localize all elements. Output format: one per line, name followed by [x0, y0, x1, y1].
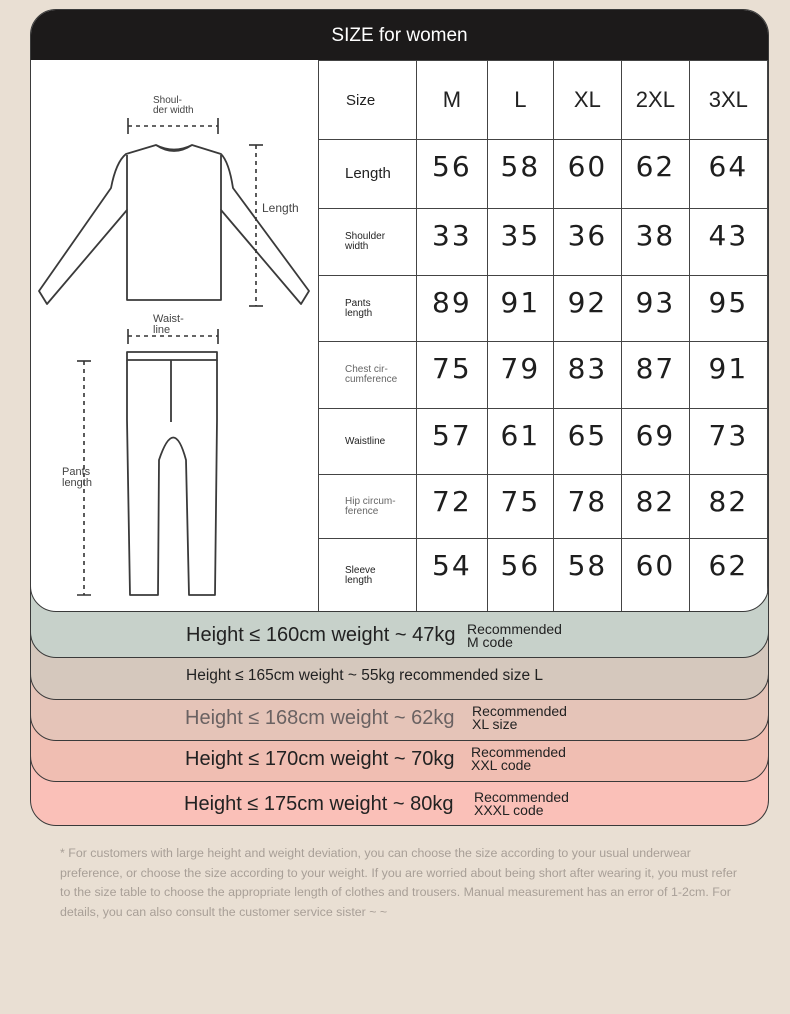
value-cell: 75 — [488, 475, 554, 539]
row-label: Sleeve length — [319, 539, 417, 613]
footnote: * For customers with large height and weight deviation, you can choose the size according to your usual underwear preference, or choose the size according to your weight. If you are worried about being short after wearing it, you must refer to the size table to choose the appropriate length of clothes and trousers. Manual measurement has an error of 1-2cm. For details, you can also consult the customer service sister ~ ~ — [60, 846, 738, 919]
row-label: Length — [319, 140, 417, 209]
row-label: Shoulder width — [319, 209, 417, 276]
value-cell: 91 — [488, 276, 554, 342]
value-cell: 89 — [416, 276, 487, 342]
value-cell: 79 — [488, 342, 554, 409]
size-l: L — [488, 61, 554, 140]
value-cell: 65 — [553, 409, 621, 475]
value-cell: 64 — [689, 140, 767, 209]
value-cell: 57 — [416, 409, 487, 475]
value-cell: 83 — [553, 342, 621, 409]
table-row-hip-circumference — [319, 475, 768, 539]
row-label: Hip circum- ference — [319, 475, 417, 539]
recommendation-text: Height ≤ 175cm weight ~ 80kg — [184, 793, 454, 815]
table-row-length — [319, 140, 768, 209]
value-cell: 60 — [622, 539, 690, 613]
value-cell: 95 — [689, 276, 767, 342]
waistline-label: Waist- — [153, 313, 184, 325]
recommendation-text: Height ≤ 165cm weight ~ 55kg recommended size L — [186, 667, 544, 684]
table-row-waistline — [319, 409, 768, 475]
waistline-label-2: line — [153, 324, 171, 336]
recommendation-code: Recommended M code — [467, 621, 562, 650]
recommendation-text: Height ≤ 160cm weight ~ 47kg — [186, 624, 456, 646]
value-cell: 36 — [553, 209, 621, 276]
pants-outline — [127, 352, 217, 595]
pants-length-label-2: length — [62, 477, 92, 489]
size-chart-card — [30, 9, 769, 612]
row-label: Chest cir- cumference — [319, 342, 417, 409]
value-cell: 87 — [622, 342, 690, 409]
value-cell: 56 — [416, 140, 487, 209]
recommendation-code: Recommended XXXL code — [474, 789, 569, 818]
recommendation-code: Recommended XL size — [472, 703, 567, 732]
size-m: M — [416, 61, 487, 140]
table-row-chest-circumference — [319, 342, 768, 409]
value-cell: 58 — [553, 539, 621, 613]
size-3xl: 3XL — [689, 61, 767, 140]
value-cell: 69 — [622, 409, 690, 475]
value-cell: 93 — [622, 276, 690, 342]
value-cell: 82 — [622, 475, 690, 539]
shoulder-width-label-2: der width — [153, 105, 194, 116]
size-header-label: Size — [319, 61, 417, 140]
pants-length-label: Pants — [62, 466, 91, 478]
table-row-sleeve-length — [319, 539, 768, 613]
waistline-measure — [128, 329, 218, 344]
value-cell: 62 — [689, 539, 767, 613]
size-header-row — [319, 61, 768, 140]
value-cell: 62 — [622, 140, 690, 209]
table-row-shoulder-width — [319, 209, 768, 276]
value-cell: 75 — [416, 342, 487, 409]
value-cell: 73 — [689, 409, 767, 475]
value-cell: 91 — [689, 342, 767, 409]
value-cell: 61 — [488, 409, 554, 475]
row-label: Waistline — [319, 409, 417, 475]
shoulder-width-label: Shoul- — [153, 95, 182, 106]
value-cell: 35 — [488, 209, 554, 276]
value-cell: 58 — [488, 140, 554, 209]
value-cell: 82 — [689, 475, 767, 539]
recommendation-code: Recommended XXL code — [471, 744, 566, 773]
shoulder-width-measure — [128, 118, 218, 134]
row-label: Pants length — [319, 276, 417, 342]
length-label: Length — [262, 201, 299, 215]
value-cell: 54 — [416, 539, 487, 613]
garment-diagram — [31, 60, 318, 612]
chart-title: SIZE for women — [31, 10, 768, 60]
value-cell: 38 — [622, 209, 690, 276]
recommendation-text: Height ≤ 168cm weight ~ 62kg — [185, 707, 455, 729]
top-garment-outline — [39, 145, 309, 304]
size-xl: XL — [553, 61, 621, 140]
value-cell: 72 — [416, 475, 487, 539]
size-2xl: 2XL — [622, 61, 690, 140]
value-cell: 60 — [553, 140, 621, 209]
value-cell: 56 — [488, 539, 554, 613]
value-cell: 43 — [689, 209, 767, 276]
value-cell: 33 — [416, 209, 487, 276]
value-cell: 92 — [553, 276, 621, 342]
size-table — [318, 60, 768, 612]
recommendation-text: Height ≤ 170cm weight ~ 70kg — [185, 748, 455, 770]
value-cell: 78 — [553, 475, 621, 539]
table-row-pants-length — [319, 276, 768, 342]
